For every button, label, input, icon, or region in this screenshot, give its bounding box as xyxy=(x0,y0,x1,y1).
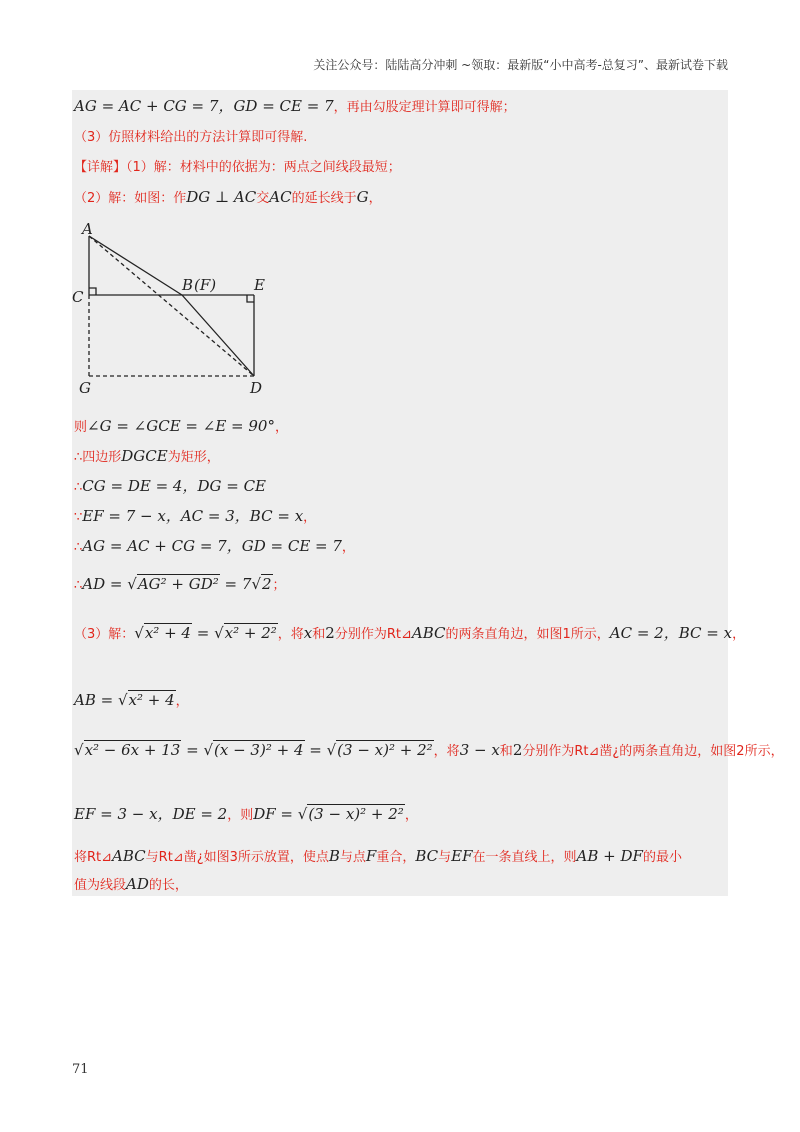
sqrt-symbol: √ xyxy=(74,741,84,759)
solution-block xyxy=(72,90,784,896)
text-run: 重合， xyxy=(376,850,416,865)
text-run: ； xyxy=(272,578,286,593)
sqrt-radicand: 2 xyxy=(262,575,272,593)
text-run: ， xyxy=(303,510,317,525)
math-expression: = xyxy=(304,741,327,759)
text-run: （3）仿照材料给出的方法计算即可得解. xyxy=(74,130,308,145)
math-expression: AB + DF xyxy=(576,847,643,865)
text-run: ，将 xyxy=(277,627,304,642)
math-expression: F xyxy=(365,847,377,865)
text-run: 与点 xyxy=(339,850,366,865)
line-16 xyxy=(74,874,188,896)
page-header: 关注公众号：陆陆高分冲刺 ~领取：最新版“小中高考-总复习”、最新试卷下载 xyxy=(313,58,728,72)
text-run: 在一条直线上，则 xyxy=(472,850,577,865)
line-6 xyxy=(74,446,220,468)
right-angle-c xyxy=(89,288,96,295)
sqrt-radicand: x² + 2² xyxy=(224,624,277,642)
text-run: ∵ xyxy=(74,510,83,525)
math-expression: ABC xyxy=(112,847,146,865)
sqrt-symbol: √ xyxy=(117,691,128,709)
text-run: 与Rt⊿ xyxy=(145,850,184,865)
sqrt-symbol: √ xyxy=(203,741,214,759)
line-1 xyxy=(74,96,516,118)
text-run: ∴ xyxy=(74,578,83,593)
text-run: ， xyxy=(341,540,355,555)
line-11 xyxy=(74,623,745,645)
line-15 xyxy=(74,846,682,868)
sqrt-radicand: AG² + GD² xyxy=(137,575,219,593)
line-14 xyxy=(74,804,418,826)
text-run: ， xyxy=(732,627,746,642)
text-run: （3）解： xyxy=(74,627,135,642)
label-f: (F) xyxy=(194,276,217,294)
label-a: A xyxy=(82,220,93,238)
label-d: D xyxy=(250,379,263,397)
sqrt-radicand: (3 − x)² + 2² xyxy=(337,741,433,759)
segment-ab xyxy=(89,236,182,295)
math-expression: AC = 2，BC = x xyxy=(609,624,733,642)
math-expression: EF = 3 − x，DE = 2 xyxy=(74,805,228,823)
text-run: 则 xyxy=(74,420,88,435)
text-run: 与 xyxy=(438,850,452,865)
sqrt-symbol: √ xyxy=(251,575,261,593)
text-run: 分别作为Rt⊿ xyxy=(334,627,412,642)
line-3 xyxy=(74,157,401,178)
text-run: 凿¿ xyxy=(183,850,204,865)
line-13 xyxy=(74,740,784,762)
segment-bd xyxy=(182,295,254,376)
label-c: C xyxy=(72,288,84,306)
line-12 xyxy=(74,690,189,712)
text-run: 和 xyxy=(499,744,513,759)
math-expression: DGCE xyxy=(121,447,168,465)
math-expression: ABC xyxy=(411,624,446,642)
math-expression: CG = DE = 4，DG = CE xyxy=(82,477,267,495)
page-number: 71 xyxy=(72,1062,89,1077)
math-expression: EF = 7 − x，AC = 3，BC = x xyxy=(82,507,304,525)
sqrt-symbol: √ xyxy=(214,624,224,642)
math-expression: = xyxy=(181,741,204,759)
math-expression: AG = AC + CG = 7，GD = CE = 7 xyxy=(82,537,342,555)
math-expression: AD = xyxy=(82,575,128,593)
label-b: B xyxy=(182,276,194,294)
text-run: 的最小 xyxy=(642,850,682,865)
text-run: 的两条直角边，如图1所示， xyxy=(445,627,610,642)
line-4 xyxy=(74,187,382,209)
line-7 xyxy=(74,476,266,498)
detail-tag: 【详解】 xyxy=(74,160,127,175)
text-run: 将Rt⊿ xyxy=(74,850,113,865)
sqrt-symbol: √ xyxy=(297,805,308,823)
line-10 xyxy=(74,574,286,596)
text-run: ∴ xyxy=(74,480,83,495)
text-run: 如图3所示放置，使点 xyxy=(203,850,329,865)
text-run: ∴四边形 xyxy=(74,450,122,465)
sqrt-radicand: x² − 6x + 13 xyxy=(84,741,181,759)
math-expression: G xyxy=(356,188,369,206)
sqrt-radicand: (x − 3)² + 4 xyxy=(214,741,304,759)
text-run: 和 xyxy=(312,627,326,642)
math-expression: x xyxy=(303,624,313,642)
text-run: ，则 xyxy=(227,808,254,823)
text-run: 凿¿ xyxy=(599,744,620,759)
text-run: 的两条直角边，如图2所示， xyxy=(619,744,784,759)
sqrt-symbol: √ xyxy=(127,575,137,593)
text-run: 的长， xyxy=(148,878,188,893)
math-expression: 2 xyxy=(512,741,523,759)
math-expression: AD xyxy=(126,875,149,893)
text-run: ， xyxy=(368,191,382,206)
math-expression: AG = AC + CG = 7，GD = CE = 7 xyxy=(74,97,334,115)
math-expression: = 7 xyxy=(219,575,252,593)
text-run: ， xyxy=(175,694,189,709)
right-angle-e xyxy=(247,295,254,302)
sqrt-radicand: x² + 4 xyxy=(144,624,191,642)
math-expression: = xyxy=(191,624,215,642)
math-expression: AB = xyxy=(74,691,118,709)
math-expression: B xyxy=(328,847,340,865)
text-run: 的延长线于 xyxy=(291,191,357,206)
math-expression: BC xyxy=(415,847,439,865)
line-8 xyxy=(74,506,316,528)
text-run: 为矩形， xyxy=(167,450,220,465)
line-2 xyxy=(74,127,307,148)
sqrt-radicand: (3 − x)² + 2² xyxy=(308,805,404,823)
math-expression: DG ⊥ AC xyxy=(186,188,257,206)
text-run: 值为线段 xyxy=(74,878,127,893)
line-9 xyxy=(74,536,355,558)
label-g: G xyxy=(79,379,91,397)
sqrt-symbol: √ xyxy=(326,741,337,759)
math-expression: DF = xyxy=(253,805,298,823)
sqrt-radicand: x² + 4 xyxy=(128,691,175,709)
text-run: 分别作为Rt⊿ xyxy=(522,744,600,759)
text-run: ∴ xyxy=(74,540,83,555)
text-run: （1）解：材料中的依据为：两点之间线段最短； xyxy=(126,160,401,175)
line-5 xyxy=(74,416,288,438)
text-run: ，将 xyxy=(433,744,460,759)
math-expression: 3 − x xyxy=(459,741,500,759)
math-expression: 2 xyxy=(325,624,335,642)
math-expression: AC xyxy=(269,188,292,206)
text-run: ， xyxy=(274,420,288,435)
text-run: （2）解：如图：作 xyxy=(74,191,187,206)
text-run: ，再由勾股定理计算即可得解； xyxy=(333,100,516,115)
label-e: E xyxy=(254,276,265,294)
text-run: ， xyxy=(404,808,418,823)
math-expression: ∠G = ∠GCE = ∠E = 90° xyxy=(87,417,275,435)
text-run: 交 xyxy=(256,191,270,206)
math-expression: EF xyxy=(451,847,473,865)
sqrt-symbol: √ xyxy=(134,624,144,642)
geometry-figure xyxy=(72,220,292,400)
segment-ad-dashed xyxy=(89,236,254,376)
